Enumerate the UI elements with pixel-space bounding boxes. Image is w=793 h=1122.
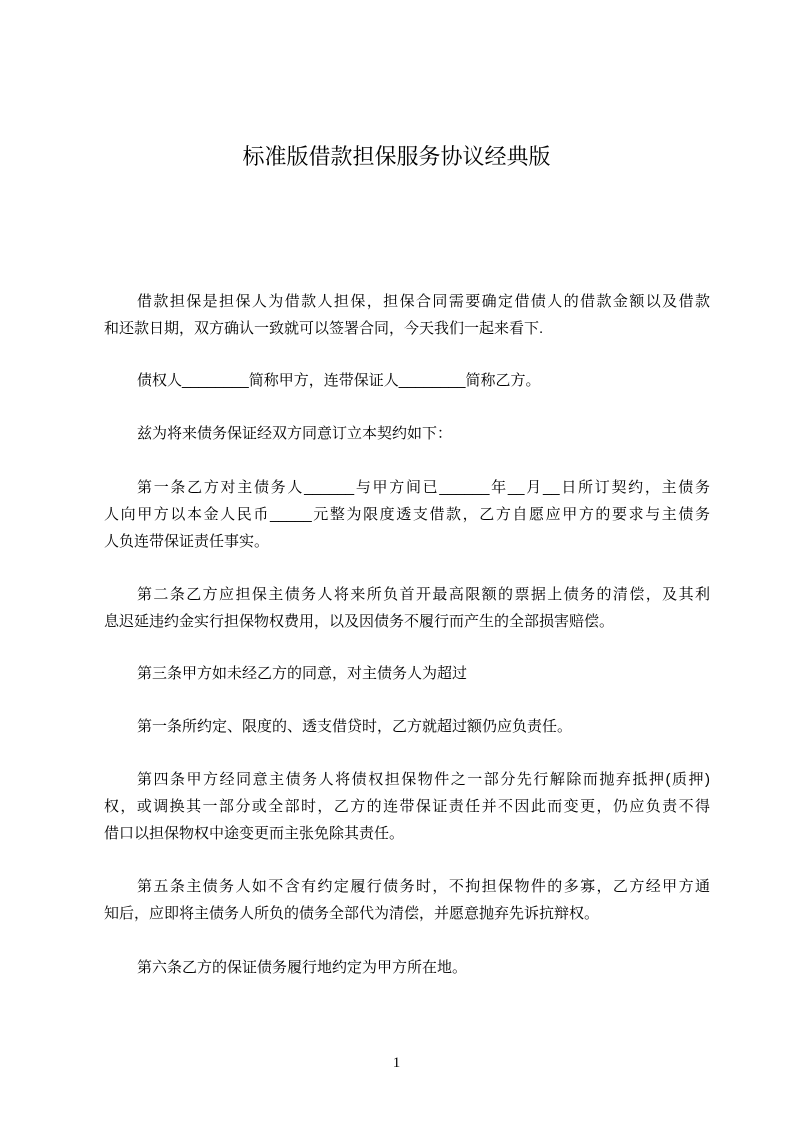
paragraph-intro [104,288,710,342]
text-line: 第一条所约定、限度的、透支借贷时，乙方就超过额仍应负责任。 [137,718,573,735]
text-line: 借口以担保物权中途变更而主张免除其责任。 [104,825,405,842]
text-line: 知后，应即将主债务人所负的债务全部代为清偿，并愿意抛弃先诉抗辩权。 [104,905,600,922]
paragraph-preamble [104,420,710,447]
text-line: 兹为将来债务保证经双方同意订立本契约如下： [137,425,453,442]
page-number: 1 [392,1055,401,1071]
paragraph-article-3 [104,660,710,687]
paragraph-article-2 [104,581,710,635]
text-line: 第三条甲方如未经乙方的同意，对主债务人为超过 [137,665,468,682]
paragraph-article-1 [104,474,710,555]
document-title: 标准版借款担保服务协议经典版 [242,144,551,169]
text-line: 息迟延违约金实行担保物权费用，以及因债务不履行而产生的全部损害赔偿。 [104,613,615,630]
text-line: 第五条主债务人如不含有约定履行债务时，不拘担保物件的多寡，乙方经甲方通 [137,878,710,895]
paragraph-article-6 [104,954,710,981]
paragraph-parties [104,367,710,394]
text-line: 债权人________简称甲方，连带保证人________简称乙方。 [137,372,541,389]
text-line: 第四条甲方经同意主债务人将债权担保物件之一部分先行解除而抛弃抵押(质押) [137,771,710,788]
text-line: 第六条乙方的保证债务履行地约定为甲方所在地。 [137,959,468,976]
text-line: 权，或调换其一部分或全部时，乙方的连带保证责任并不因此而变更，仍应负责不得 [104,798,710,815]
text-line: 第一条乙方对主债务人______与甲方间已______年__月__日所订契约，主债务 [137,479,710,496]
text-line: 借款担保是担保人为借款人担保，担保合同需要确定借债人的借款金额以及借款 [137,293,710,310]
paragraph-article-3-cont [104,713,710,740]
text-line: 人向甲方以本金人民币_____元整为限度透支借款，乙方自愿应甲方的要求与主债务 [104,506,710,523]
text-line: 人负连带保证责任事实。 [104,533,270,550]
paragraph-article-5 [104,873,710,927]
paragraph-article-4 [104,766,710,847]
text-line: 第二条乙方应担保主债务人将来所负首开最高限额的票据上债务的清偿，及其利 [137,586,710,603]
text-line: 和还款日期，双方确认一致就可以签署合同，今天我们一起来看下. [104,320,544,337]
